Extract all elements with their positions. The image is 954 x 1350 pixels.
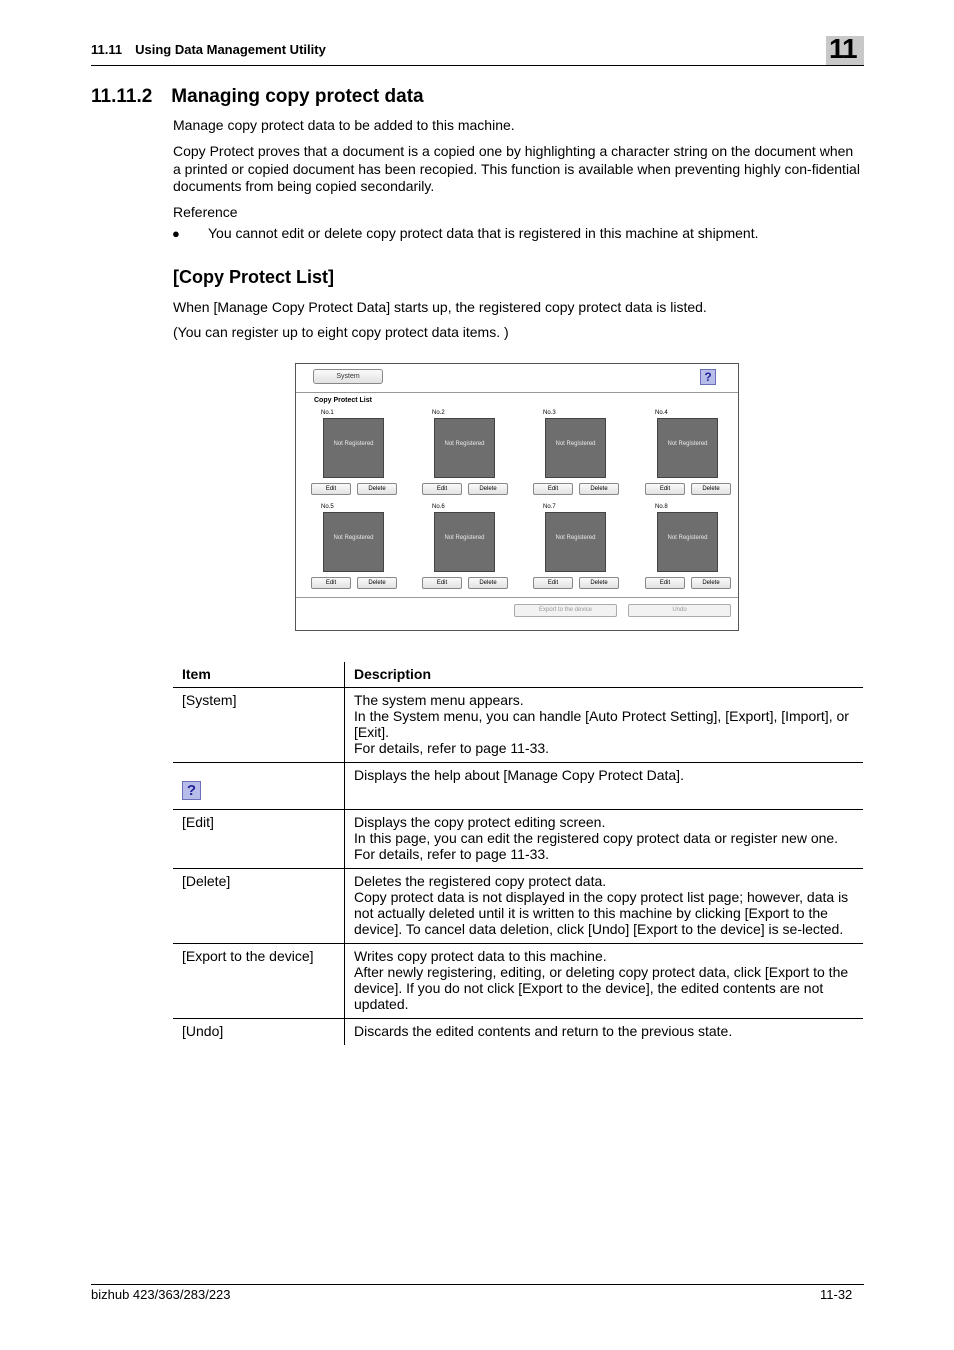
description-table (173, 662, 863, 1045)
delete-button[interactable]: Delete (468, 483, 508, 495)
table-row (173, 763, 863, 810)
description-line: In the System menu, you can handle [Auto Protect Setting], [Export], [Import], or [Exit]. (354, 708, 849, 740)
slot-thumbnail (657, 512, 718, 572)
subsection-text-1: When [Manage Copy Protect Data] starts up, the registered copy protect data is listed. (173, 299, 707, 315)
footer-rule (91, 1284, 864, 1285)
item-cell: [Undo] (173, 1019, 345, 1046)
help-icon[interactable]: ? (700, 369, 716, 385)
slot-status: Not Registered (667, 535, 708, 541)
description-line: For details, refer to page 11-33. (354, 740, 550, 756)
description-line: After newly registering, editing, or deleting copy protect data, click [Export to the device]. If you do not click [Export to the device], the edited contents are not updated. (354, 964, 849, 1012)
delete-button[interactable]: Delete (579, 577, 619, 589)
slot (533, 504, 623, 600)
page-number: 11-32 (820, 1287, 853, 1302)
delete-button[interactable]: Delete (468, 577, 508, 589)
system-button[interactable]: System (313, 369, 383, 384)
item-cell: [Edit] (173, 810, 345, 869)
slot-number: No.3 (543, 410, 556, 416)
slot-status: Not Registered (667, 441, 708, 447)
reference-label: Reference (173, 204, 238, 220)
slot (645, 410, 735, 506)
header-rule (91, 65, 864, 66)
description-line: Writes copy protect data to this machine. (354, 948, 607, 964)
slot (533, 410, 623, 506)
edit-button[interactable]: Edit (422, 577, 462, 589)
section-title: 11.11.2 Managing copy protect data (91, 86, 424, 107)
copy-protect-list-screenshot (295, 363, 739, 631)
table-row (173, 869, 863, 944)
slot (422, 410, 512, 506)
slot (645, 504, 735, 600)
header-item: Item (173, 662, 345, 688)
delete-button[interactable]: Delete (357, 483, 397, 495)
description-cell (345, 869, 864, 944)
table-row (173, 810, 863, 869)
edit-button[interactable]: Edit (533, 577, 573, 589)
slot (422, 504, 512, 600)
table-header-row (173, 662, 863, 688)
description-line: Deletes the registered copy protect data. (354, 873, 607, 889)
item-cell (173, 763, 345, 810)
slot-number: No.2 (432, 410, 445, 416)
slot-thumbnail (434, 418, 495, 478)
delete-button[interactable]: Delete (357, 577, 397, 589)
slot-status: Not Registered (555, 535, 596, 541)
edit-button[interactable]: Edit (533, 483, 573, 495)
item-cell: [Export to the device] (173, 944, 345, 1019)
table-row (173, 688, 863, 763)
undo-button[interactable]: Undo (628, 604, 731, 617)
description-line: The system menu appears. (354, 692, 524, 708)
description-line: Displays the copy protect editing screen. (354, 814, 606, 830)
slot-status: Not Registered (444, 535, 485, 541)
subsection-text-2: (You can register up to eight copy protect data items. ) (173, 324, 509, 340)
edit-button[interactable]: Edit (311, 483, 351, 495)
description-cell (345, 763, 864, 810)
intro-paragraph-1: Manage copy protect data to be added to this machine. (173, 117, 515, 133)
description-line: Displays the help about [Manage Copy Protect Data]. (354, 767, 684, 783)
bullet-icon: ● (172, 226, 180, 241)
chapter-number: 11 (829, 33, 857, 64)
running-header: 11.11 Using Data Management Utility (91, 42, 326, 57)
slot-status: Not Registered (333, 441, 374, 447)
edit-button[interactable]: Edit (311, 577, 351, 589)
slot-thumbnail (657, 418, 718, 478)
delete-button[interactable]: Delete (579, 483, 619, 495)
delete-button[interactable]: Delete (691, 483, 731, 495)
edit-button[interactable]: Edit (645, 577, 685, 589)
edit-button[interactable]: Edit (422, 483, 462, 495)
slot-thumbnail (545, 418, 606, 478)
slot-number: No.4 (655, 410, 668, 416)
slot-thumbnail (323, 418, 384, 478)
slot-thumbnail (434, 512, 495, 572)
slot-thumbnail (323, 512, 384, 572)
screenshot-divider (296, 597, 738, 598)
slot-status: Not Registered (444, 441, 485, 447)
help-icon: ? (182, 781, 201, 800)
subsection-title: [Copy Protect List] (173, 267, 335, 287)
footer-model: bizhub 423/363/283/223 (91, 1287, 231, 1302)
copy-protect-list-title: Copy Protect List (314, 397, 372, 404)
slot-number: No.1 (321, 410, 334, 416)
slot-number: No.5 (321, 504, 334, 510)
delete-button[interactable]: Delete (691, 577, 731, 589)
table-row (173, 944, 863, 1019)
slot-number: No.6 (432, 504, 445, 510)
export-to-device-button[interactable]: Export to the device (514, 604, 617, 617)
description-line: Copy protect data is not displayed in the copy protect list page; however, data is not actually deleted until it is written to this machine by clicking [Export to the device]. To cancel data deletion, click [Undo] [Export to the device] is se-lected. (354, 889, 849, 937)
slot-number: No.7 (543, 504, 556, 510)
description-cell (345, 688, 864, 763)
table-row (173, 1019, 863, 1046)
slot (311, 504, 401, 600)
description-cell (345, 944, 864, 1019)
reference-bullet: You cannot edit or delete copy protect data that is registered in this machine at shipment. (208, 225, 759, 241)
header-description: Description (345, 662, 864, 688)
item-cell: [System] (173, 688, 345, 763)
description-line: Discards the edited contents and return to the previous state. (354, 1023, 733, 1039)
slot-status: Not Registered (333, 535, 374, 541)
slot (311, 410, 401, 506)
description-line: In this page, you can edit the registered copy protect data or register new one. (354, 830, 839, 846)
screenshot-toolbar (296, 364, 738, 393)
slot-number: No.8 (655, 504, 668, 510)
description-line: For details, refer to page 11-33. (354, 846, 550, 862)
description-cell (345, 1019, 864, 1046)
slot-thumbnail (545, 512, 606, 572)
description-cell (345, 810, 864, 869)
item-cell: [Delete] (173, 869, 345, 944)
intro-paragraph-2: Copy Protect proves that a document is a copied one by highlighting a character string on the document when a printed or copied document has been recopied. This function is available when preventing highly con-fidential documents from being copied secondarily. (173, 143, 860, 194)
slot-status: Not Registered (555, 441, 596, 447)
edit-button[interactable]: Edit (645, 483, 685, 495)
